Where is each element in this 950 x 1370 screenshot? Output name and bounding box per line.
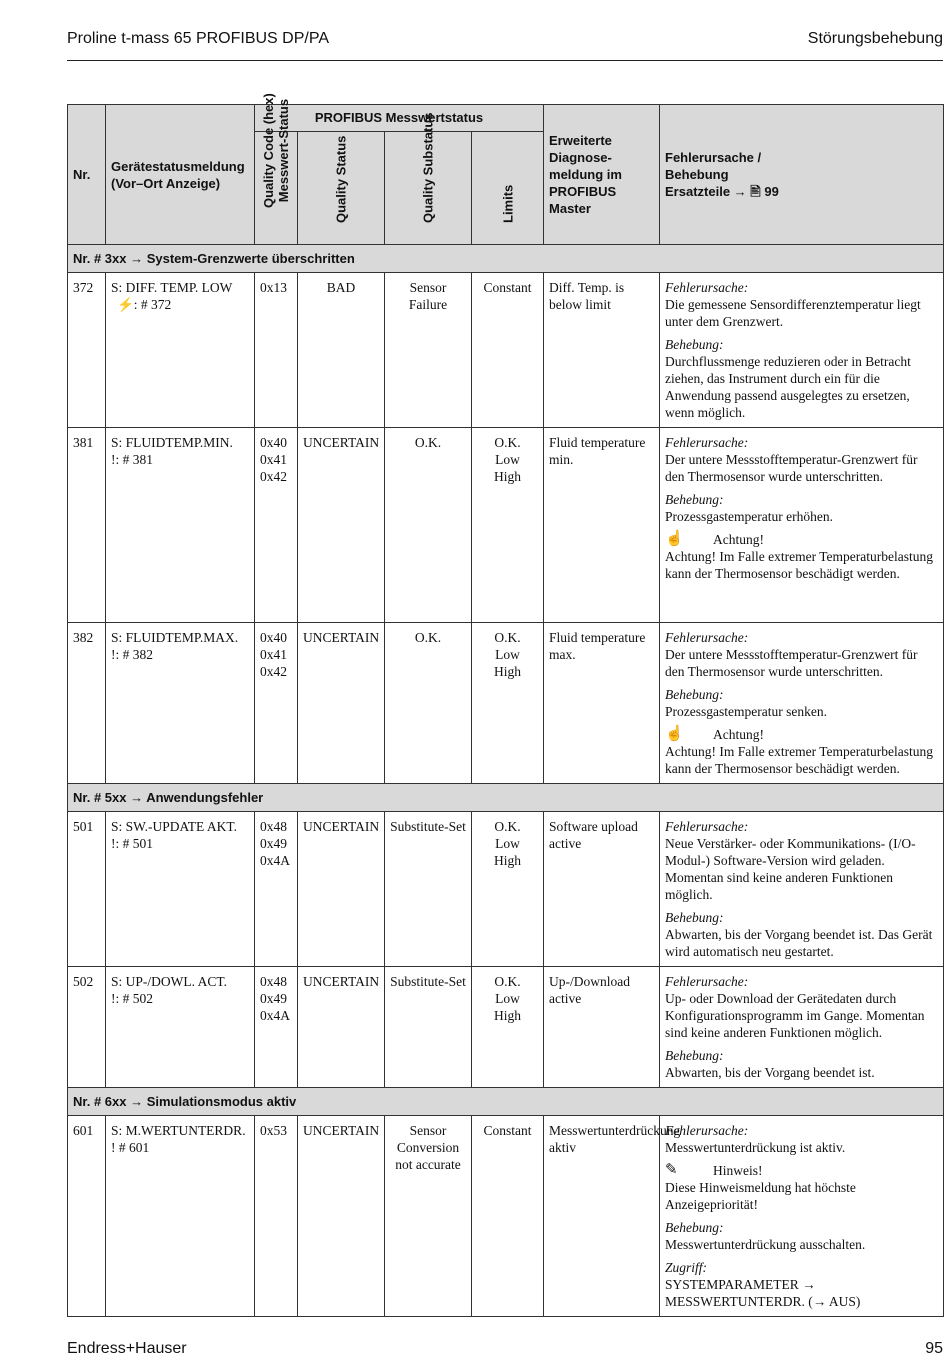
table-row: 382 S: FLUIDTEMP.MAX. !: # 382 0x40 0x41 0x42 UNCERTAIN O.K. O.K. Low High Fluid temperature max. Fehlerursache: Der untere Messstofftemperatur-Grenzwert für den Thermosensor wurde unterschritten. Behebung: Prozessgastemperatur senken. ☝ Achtung! Achtung! Im Falle extremer Temperaturbelastung kann der Thermosensor beschädigt werden.: [68, 623, 944, 784]
header-title: Proline t-mass 65 PROFIBUS DP/PA: [67, 30, 329, 47]
table-row: 501 S: SW.-UPDATE AKT. !: # 501 0x48 0x49 0x4A UNCERTAIN Substitute-Set O.K. Low High Software upload active Fehlerursache: Neue Verstärker- oder Kommunikations- (I/O-Modul-) Software-Version wird geladen. Momentan sind keine anderen Funktionen möglich. Behebung: Abwarten, bis der Vorgang beendet ist. Das Gerät wird automatisch neu gestartet.: [68, 812, 944, 967]
table-row: 502 S: UP-/DOWL. ACT. !: # 502 0x48 0x49 0x4A UNCERTAIN Substitute-Set O.K. Low High Up-/Download active Fehlerursache: Up- oder Download der Gerätedaten durch Konfigurationsprogramm im Gange. Momentan sind keine anderen Funktionen möglich. Behebung: Abwarten, bis der Vorgang beendet ist.: [68, 967, 944, 1088]
pencil-note-icon: ✎: [665, 1162, 678, 1178]
page-footer: [67, 1340, 943, 1358]
table-row: 601 S: M.WERTUNTERDR. ! # 601 0x53 UNCERTAIN Sensor Conversion not accurate Constant Messwertunterdrückung aktiv Fehlerursache: Messwertunterdrückung ist aktiv. ✎ Hinweis! Diese Hinweismeldung hat höchste Anzeigepriorität! Behebung: Messwertunterdrückung ausschalten. Zugriff: SYSTEMPARAMETER → MESSWERTUNTERDR. (→ AUS): [68, 1116, 944, 1317]
page-number: 95: [925, 1340, 943, 1357]
section-heading: Nr. # 5xx → Anwendungsfehler: [68, 784, 944, 812]
section-heading: Nr. # 6xx → Simulationsmodus aktiv: [68, 1088, 944, 1116]
col-header-quality-status: Quality Status: [298, 132, 385, 245]
col-header-quality-substatus: Quality Substatus: [385, 132, 472, 245]
col-header-meldung: Gerätestatusmeldung (Vor–Ort Anzeige): [106, 105, 255, 245]
table-row: 381 S: FLUIDTEMP.MIN. !: # 381 0x40 0x41 0x42 UNCERTAIN O.K. O.K. Low High Fluid temperature min. Fehlerursache: Der untere Messstofftemperatur-Grenzwert für den Thermosensor wurde unterschritten. Behebung: Prozessgastemperatur erhöhen. ☝ Achtung! Achtung! Im Falle extremer Temperaturbelastung kann der Thermosensor beschädigt werden.: [68, 428, 944, 623]
col-header-quality-code: Quality Code (hex) Messwert-Status: [255, 132, 298, 245]
col-header-limits: Limits: [472, 132, 544, 245]
col-header-nr: Nr.: [68, 105, 106, 245]
table-row: 372 S: DIFF. TEMP. LOW ⚡: # 372 0x13 BAD Sensor Failure Constant Diff. Temp. is below limit Fehlerursache: Die gemessene Sensordifferenztemperatur liegt unter dem Grenzwert. Behebung: Durchflussmenge reduzieren oder in Betracht ziehen, das Instrument durch ein für die Anwendung passend ausgelegtes zu ersetzen, wenn möglich.: [68, 273, 944, 428]
footer-company: Endress+Hauser: [67, 1340, 187, 1357]
status-table: [67, 93, 944, 1317]
header-section: Störungsbehebung: [807, 30, 943, 47]
col-header-fehlerursache: Fehlerursache / Behebung Ersatzteile → 🖹 99: [660, 105, 944, 245]
page-header: [67, 30, 943, 61]
col-header-profibus-group: PROFIBUS Messwertstatus: [255, 105, 544, 132]
col-header-diagnose: Erweiterte Diagnose- meldung im PROFIBUS Master: [544, 105, 660, 245]
section-heading: Nr. # 3xx → System-Grenzwerte überschritten: [68, 245, 944, 273]
warning-hand-icon: ☝: [665, 726, 684, 742]
warning-hand-icon: ☝: [665, 531, 684, 547]
